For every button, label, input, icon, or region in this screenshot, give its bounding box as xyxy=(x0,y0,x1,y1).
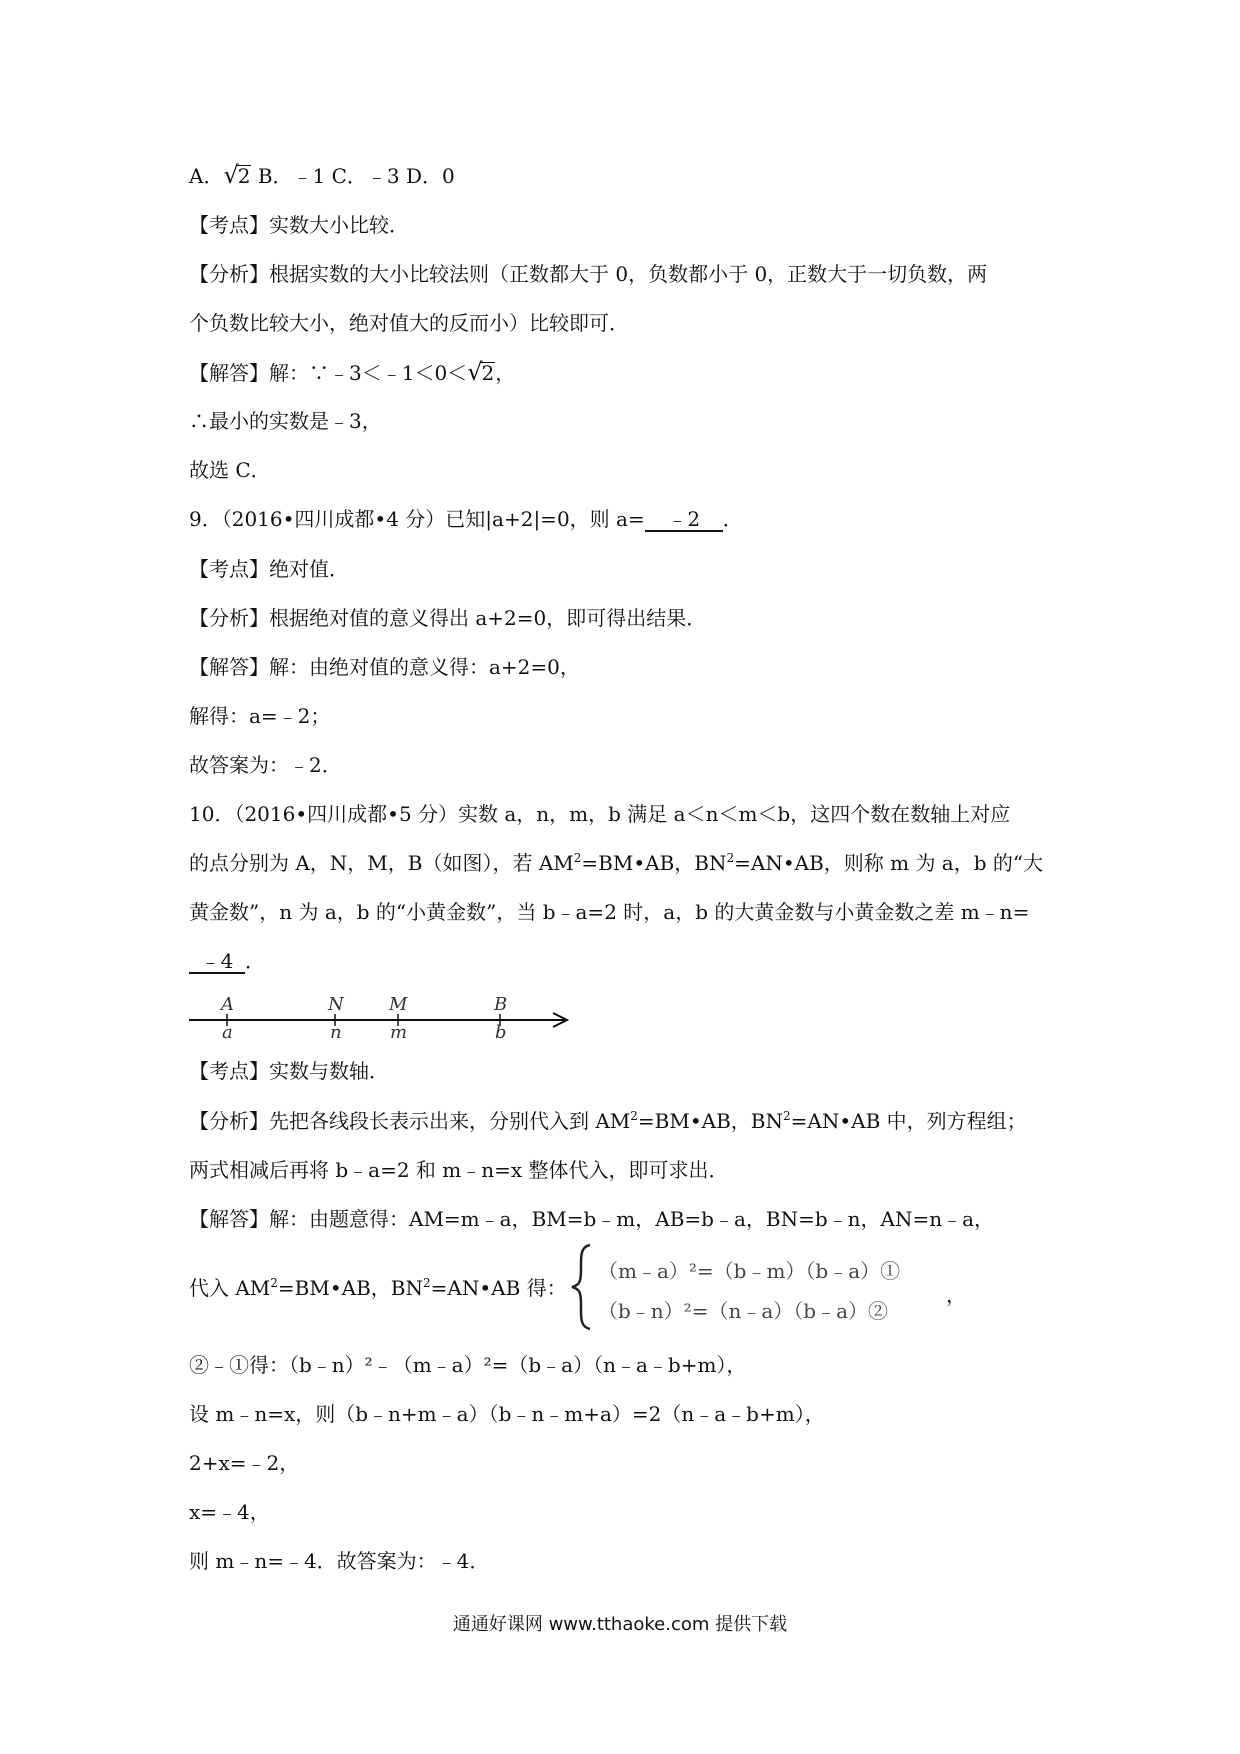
q8-kaodian: 【考点】实数大小比较． xyxy=(189,213,409,237)
value-label-m: m xyxy=(390,1022,408,1040)
q8-step-1: ∴最小的实数是﹣3， xyxy=(189,409,382,433)
value-label-b: b xyxy=(495,1022,507,1040)
q10-answer-line: ﹣4 ． xyxy=(189,948,265,974)
q10-substitution: 代入 $AM^2=BM•AB$，$BN^2=AN•AB$ 得： xyxy=(189,1276,567,1300)
radical-sign-icon: √ xyxy=(223,161,239,189)
q10-step-3: 2+x=﹣2， xyxy=(189,1451,300,1475)
q9-answer-blank: ﹣2 xyxy=(645,508,723,532)
sqrt-radicand: 2 xyxy=(237,164,251,188)
q10-fenxi-line2: 两式相减后再将 b﹣a=2 和 m﹣n=x 整体代入，即可求出． xyxy=(189,1158,729,1182)
equation-1: （m﹣a）²=（b﹣m）（b﹣a）① xyxy=(598,1259,901,1283)
value-label-a: a xyxy=(222,1022,233,1040)
point-label-A: A xyxy=(221,994,234,1015)
q9-kaodian: 【考点】绝对值． xyxy=(189,557,349,581)
q8-options: A．√2 B．﹣1 C．﹣3 D．0 xyxy=(189,161,455,189)
q8-fenxi-line2: 个负数比较大小，绝对值大的反而小）比较即可． xyxy=(189,311,629,335)
q10-step-2: 设 m﹣n=x，则（b﹣n+m﹣a）（b﹣n﹣m+a）=2（n﹣a﹣b+m）， xyxy=(189,1402,825,1426)
q10-step-5: 则 m﹣n=﹣4．故答案为：﹣4． xyxy=(189,1549,490,1573)
q9-step-2: 故答案为：﹣2． xyxy=(189,753,342,777)
equation-system xyxy=(568,1243,968,1331)
left-brace-icon xyxy=(568,1243,594,1331)
point-label-M: M xyxy=(389,994,408,1015)
q10-stem-line2: 的点分别为 A，N，M，B（如图），若 $AM^2=BM•AB$，$BN^2=AN•AB$，则称 m 为 a，b 的“大 xyxy=(189,851,1044,875)
q10-step-4: x=﹣4， xyxy=(189,1500,270,1524)
q10-stem-line3: 黄金数”，n 为 a，b 的“小黄金数”，当 b﹣a=2 时，a，b 的大黄金数与小黄金数之差 m﹣n= xyxy=(189,900,1030,924)
q9-fenxi: 【分析】根据绝对值的意义得出 a+2=0，即可得出结果． xyxy=(189,606,707,630)
q9-stem: 9．（2016•四川成都•4 分）已知|a+2|=0，则 a= ﹣2 ． xyxy=(189,507,743,531)
q9-jieda: 【解答】解：由绝对值的意义得：a+2=0， xyxy=(189,655,580,679)
q8-fenxi-line1: 【分析】根据实数的大小比较法则（正数都大于 0，负数都小于 0，正数大于一切负数，两 xyxy=(189,262,988,286)
q10-kaodian: 【考点】实数与数轴． xyxy=(189,1059,389,1083)
q10-step-1: ②﹣①得：（b﹣n）²﹣（m﹣a）²=（b﹣a）（n﹣a﹣b+m）， xyxy=(189,1353,747,1377)
equation-comma: ， xyxy=(946,1283,966,1307)
number-line-figure xyxy=(189,980,579,1040)
radical-sign-icon: √ xyxy=(467,358,483,386)
q10-stem-line1: 10．（2016•四川成都•5 分）实数 a，n，m，b 满足 a＜n＜m＜b，这四个数在数轴上对应 xyxy=(189,802,1011,826)
q8-jieda: 【解答】解：∵﹣3＜﹣1＜0＜√2， xyxy=(189,358,516,386)
q10-jieda: 【解答】解：由题意得：AM=m﹣a，BM=b﹣m，AB=b﹣a，BN=b﹣n，AN=n﹣a， xyxy=(189,1207,995,1231)
point-label-N: N xyxy=(328,994,344,1015)
sqrt-radicand: 2 xyxy=(481,361,495,385)
q10-fenxi-line1: 【分析】先把各线段长表示出来，分别代入到 $AM^2=BM•AB$，$BN^2=AN•AB$ 中，列方程组； xyxy=(189,1109,1027,1133)
equation-2: （b﹣n）²=（n﹣a）（b﹣a）② xyxy=(598,1299,888,1323)
q9-step-1: 解得：a=﹣2； xyxy=(189,704,331,728)
value-label-n: n xyxy=(330,1022,342,1040)
point-label-B: B xyxy=(494,994,508,1015)
q8-step-2: 故选 C． xyxy=(189,458,271,482)
page-footer: 通通好课网 www.tthaoke.com 提供下载 xyxy=(452,1614,788,1635)
q10-answer-blank: ﹣4 xyxy=(189,950,245,974)
